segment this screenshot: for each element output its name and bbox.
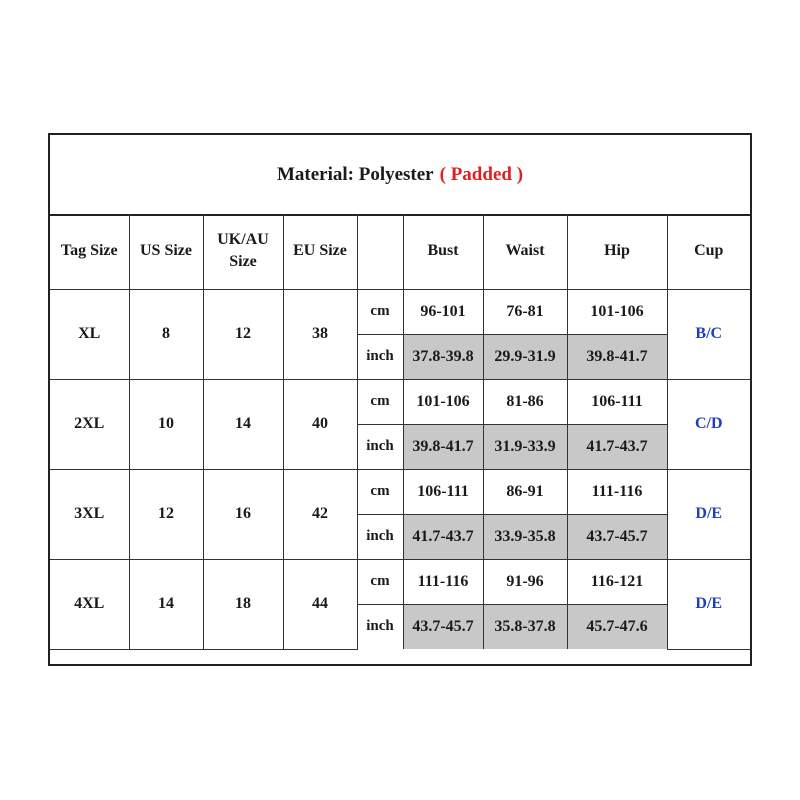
unit-cm: cm [357, 379, 403, 424]
header-us-size: US Size [129, 214, 203, 289]
waist-cm: 91-96 [483, 559, 567, 604]
waist-cm: 81-86 [483, 379, 567, 424]
header-uk-au-line2: Size [229, 253, 257, 271]
header-eu-size: EU Size [283, 214, 357, 289]
table-row [50, 289, 750, 334]
hip-inch: 41.7-43.7 [567, 424, 667, 469]
chart-title [50, 135, 750, 216]
tag-size-cell: XL [50, 289, 129, 379]
eu-size-cell: 38 [283, 289, 357, 379]
header-hip: Hip [567, 214, 667, 289]
unit-cm: cm [357, 559, 403, 604]
waist-inch: 29.9-31.9 [483, 334, 567, 379]
unit-inch: inch [357, 604, 403, 649]
bust-cm: 111-116 [403, 559, 483, 604]
uk-size-cell: 16 [203, 469, 283, 559]
waist-inch: 33.9-35.8 [483, 514, 567, 559]
unit-cm: cm [357, 469, 403, 514]
eu-size-cell: 40 [283, 379, 357, 469]
eu-size-cell: 42 [283, 469, 357, 559]
bust-inch: 39.8-41.7 [403, 424, 483, 469]
table-row [50, 559, 750, 604]
uk-size-cell: 18 [203, 559, 283, 649]
header-cup: Cup [667, 214, 750, 289]
bust-inch: 37.8-39.8 [403, 334, 483, 379]
header-unit [357, 214, 403, 289]
hip-cm: 116-121 [567, 559, 667, 604]
bust-inch: 41.7-43.7 [403, 514, 483, 559]
uk-size-cell: 14 [203, 379, 283, 469]
cup-cell: C/D [667, 379, 750, 469]
hip-cm: 106-111 [567, 379, 667, 424]
uk-size-cell: 12 [203, 289, 283, 379]
bust-inch: 43.7-45.7 [403, 604, 483, 649]
bust-cm: 106-111 [403, 469, 483, 514]
bust-cm: 96-101 [403, 289, 483, 334]
us-size-cell: 10 [129, 379, 203, 469]
header-waist: Waist [483, 214, 567, 289]
size-chart [48, 133, 752, 666]
table-row [50, 379, 750, 424]
cup-cell: D/E [667, 559, 750, 649]
hip-inch: 43.7-45.7 [567, 514, 667, 559]
waist-inch: 35.8-37.8 [483, 604, 567, 649]
hip-cm: 101-106 [567, 289, 667, 334]
header-tag-size: Tag Size [50, 214, 129, 289]
padded-label: ( Padded ) [439, 163, 524, 185]
eu-size-cell: 44 [283, 559, 357, 649]
cup-cell: D/E [667, 469, 750, 559]
waist-cm: 86-91 [483, 469, 567, 514]
size-table [50, 214, 750, 650]
header-uk-au-size [203, 214, 283, 289]
waist-cm: 76-81 [483, 289, 567, 334]
header-bust: Bust [403, 214, 483, 289]
unit-cm: cm [357, 289, 403, 334]
us-size-cell: 8 [129, 289, 203, 379]
us-size-cell: 14 [129, 559, 203, 649]
material-label: Material: Polyester [276, 163, 434, 185]
unit-inch: inch [357, 514, 403, 559]
bust-cm: 101-106 [403, 379, 483, 424]
unit-inch: inch [357, 424, 403, 469]
header-uk-au-line1: UK/AU [217, 231, 269, 249]
hip-cm: 111-116 [567, 469, 667, 514]
tag-size-cell: 4XL [50, 559, 129, 649]
unit-inch: inch [357, 334, 403, 379]
table-row [50, 469, 750, 514]
tag-size-cell: 2XL [50, 379, 129, 469]
us-size-cell: 12 [129, 469, 203, 559]
tag-size-cell: 3XL [50, 469, 129, 559]
hip-inch: 45.7-47.6 [567, 604, 667, 649]
cup-cell: B/C [667, 289, 750, 379]
hip-inch: 39.8-41.7 [567, 334, 667, 379]
header-row [50, 214, 750, 289]
waist-inch: 31.9-33.9 [483, 424, 567, 469]
